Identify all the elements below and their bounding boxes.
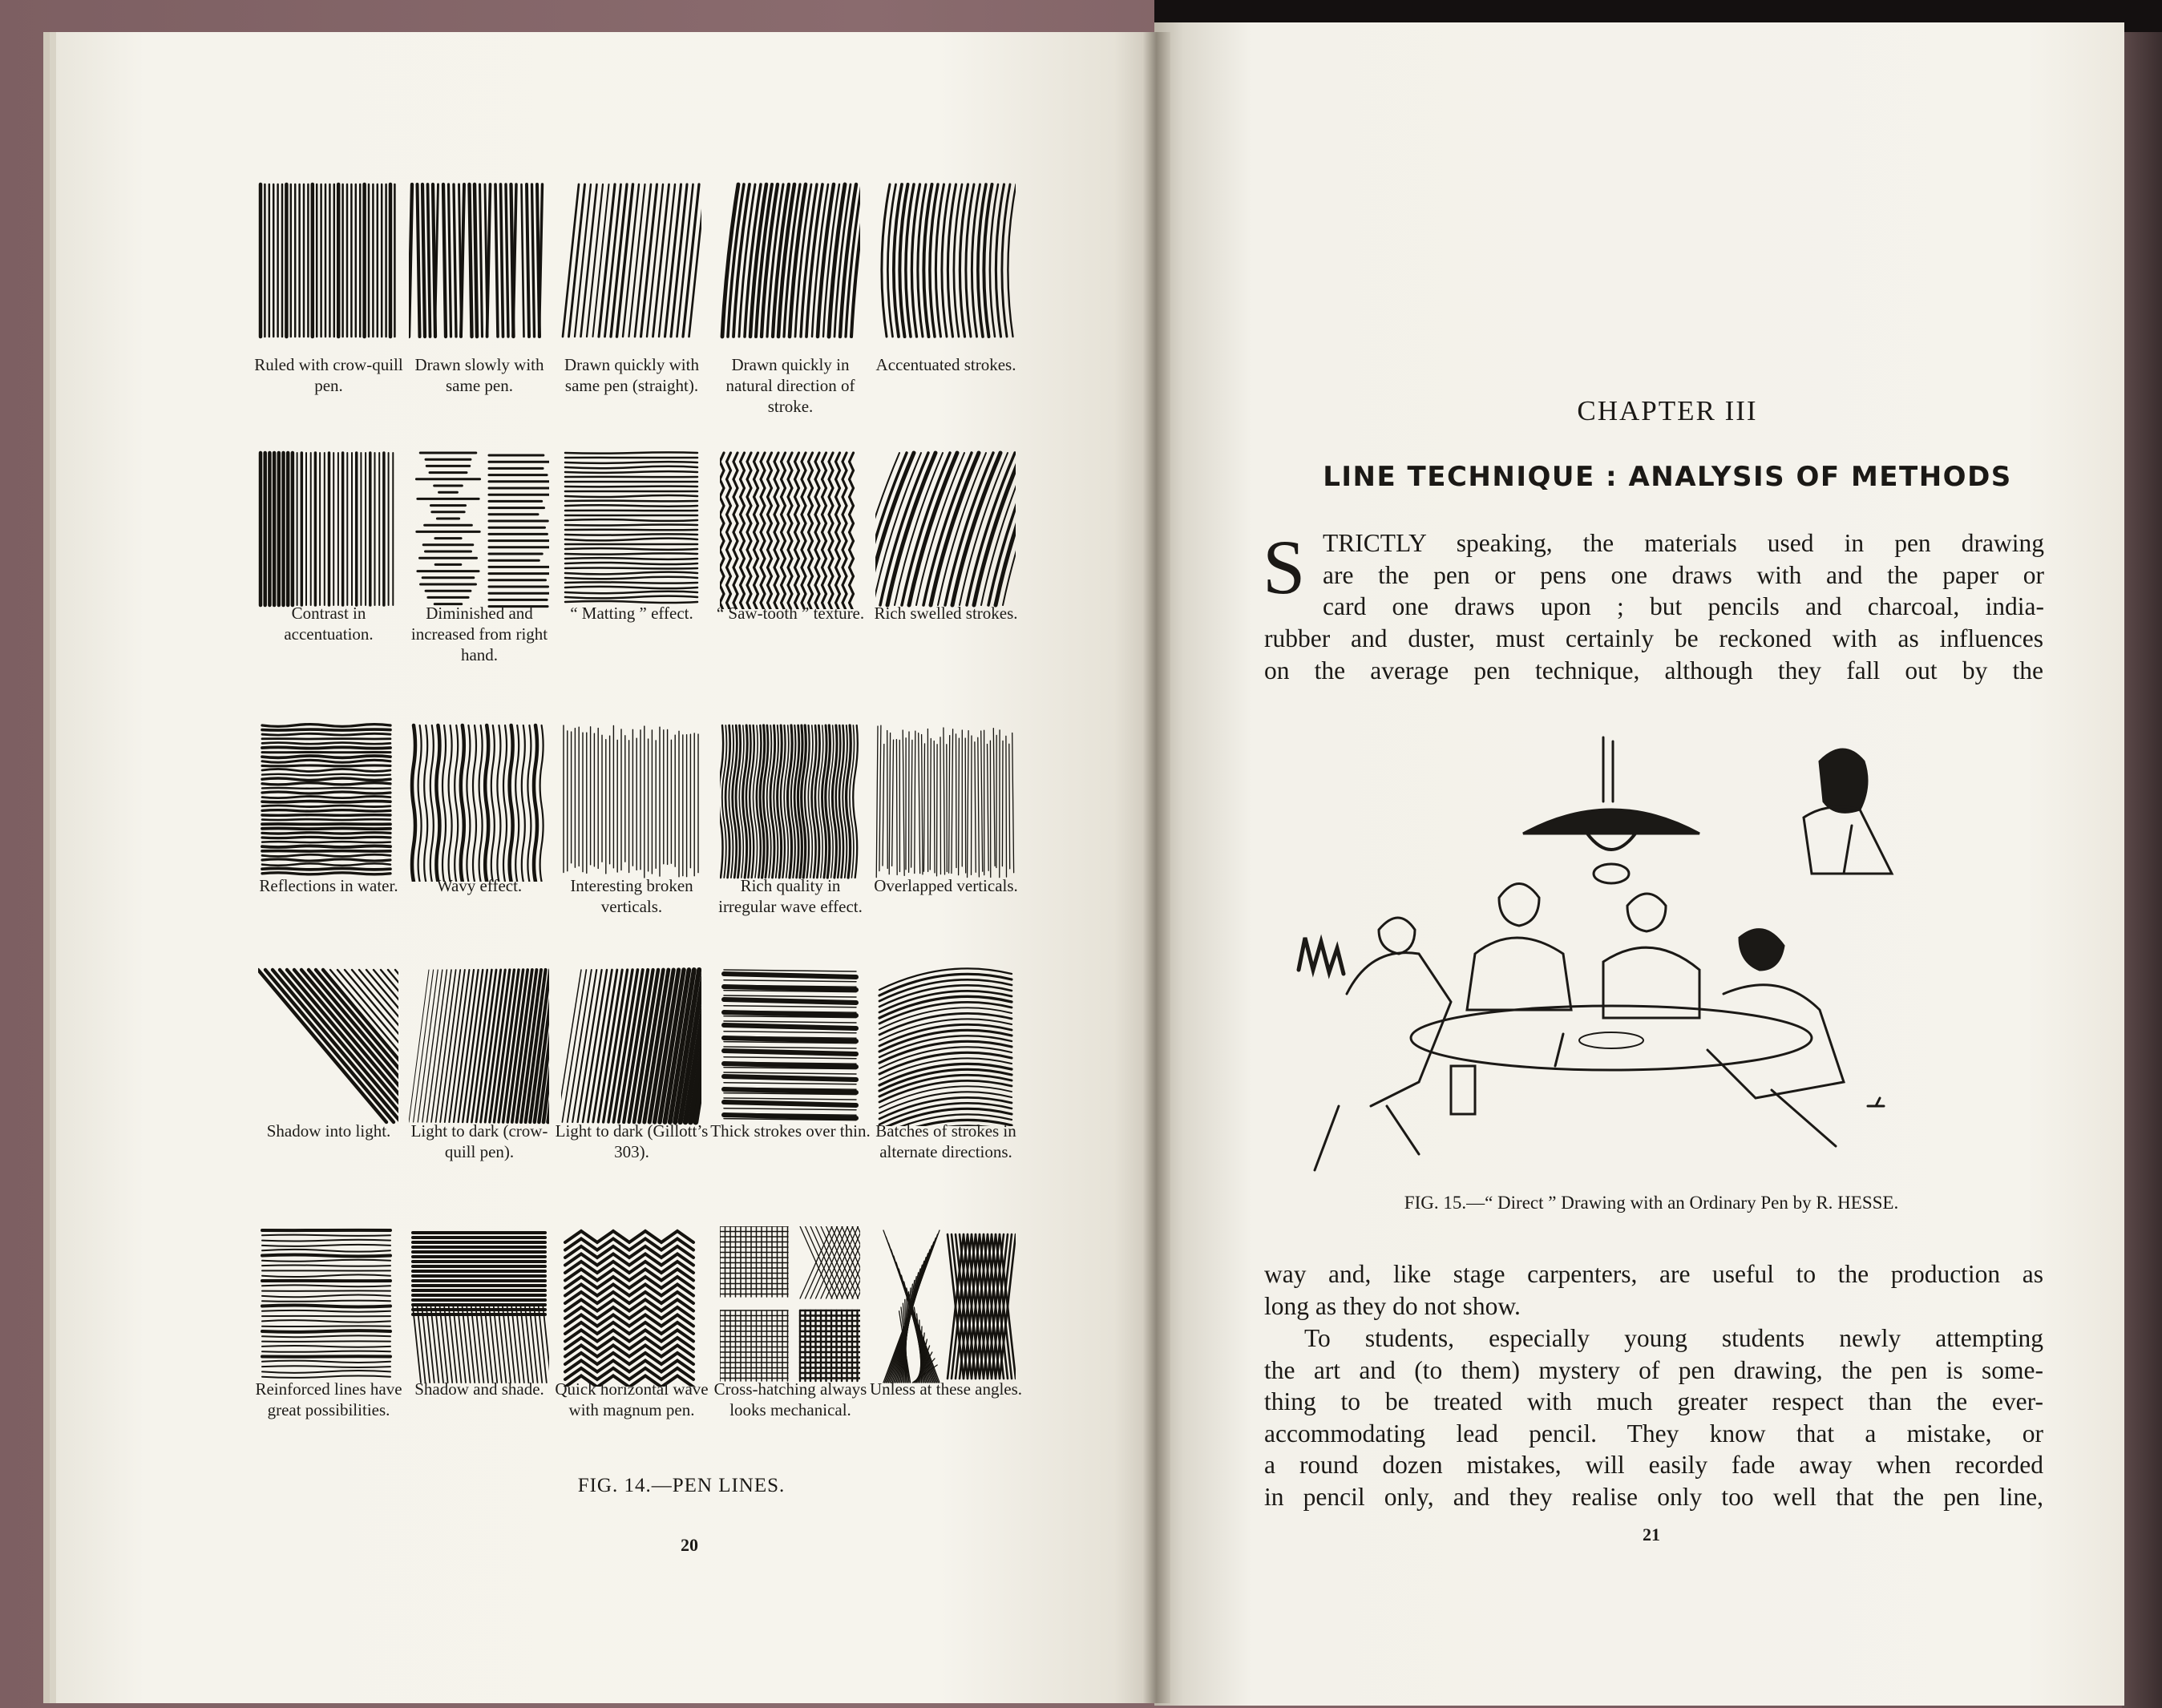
pen-line-swatch [561,966,701,1126]
text-line: way and, like stage carpenters, are useful to the production as [1264,1260,2043,1288]
pen-line-swatch [409,180,549,341]
swatch-caption: Drawn slowly with same pen. [414,355,544,395]
drop-cap: S [1263,524,1306,610]
swatch-caption: Reinforced lines have great possibilities. [255,1379,402,1419]
figure-15-caption: FIG. 15.—“ Direct ” Drawing with an Ordinary Pen by R. HESSE. [1404,1193,1899,1213]
pen-line-swatch [409,449,549,609]
text-line: accommodating lead pencil. They know that a mistake, or [1264,1419,2043,1448]
swatch-caption: Unless at these angles. [869,1379,1023,1399]
pen-line-swatch [409,1226,549,1387]
paragraph-3 [1264,1322,2043,1512]
pen-line-swatch [409,721,549,882]
swatch-caption: Diminished and increased from right hand. [410,604,548,664]
text-line: the art and (to them) mystery of pen drawing, the pen is some- [1264,1355,2043,1384]
pen-line-swatch [720,449,860,609]
chapter-title: LINE TECHNIQUE : ANALYSIS OF METHODS [1323,461,2012,493]
paragraph-1-cont [1264,623,2043,686]
pen-line-swatch [258,721,398,882]
text-line: card one draws upon ; but pencils and charcoal, india- [1323,592,2044,620]
pen-line-swatch [258,180,398,341]
hesse-drawing [1291,729,1964,1178]
paragraph-2 [1264,1258,2043,1322]
cover-edge [2122,0,2162,1708]
swatch-caption: Wavy effect. [436,876,523,895]
swatch-caption: Shadow and shade. [414,1379,544,1399]
swatch-caption: Light to dark (Gillott’s 303). [555,1121,709,1161]
figure-14-caption: FIG. 14.—PEN LINES. [577,1475,786,1496]
pen-line-swatch [875,721,1016,882]
pen-line-swatch [561,721,701,882]
swatch-caption: Reflections in water. [259,876,398,895]
pen-line-swatch [258,1226,398,1387]
swatch-caption: Interesting broken verticals. [570,876,693,916]
swatch-caption: Drawn quickly with same pen (straight). [564,355,699,395]
swatch-caption: Batches of strokes in alternate directions. [875,1121,1016,1161]
pen-line-swatch [875,449,1016,609]
text-line: are the pen or pens one draws with and the paper or [1323,560,2044,589]
text-line: TRICTLY speaking, the materials used in pen drawing [1323,529,2044,557]
swatch-caption: Rich quality in irregular wave effect. [718,876,863,916]
text-line: in pencil only, and they realise only too well that the pen line, [1264,1482,2043,1511]
swatch-caption: Thick strokes over thin. [710,1121,871,1141]
text-line: rubber and duster, must certainly be reckoned with as influences [1264,624,2043,652]
pen-line-swatch [561,449,701,609]
pen-line-swatch [875,180,1016,341]
swatch-caption: Drawn quickly in natural direction of stroke. [725,355,855,416]
swatch-caption: “ Matting ” effect. [570,604,693,623]
pen-line-swatch [875,1226,1016,1387]
paragraph-1 [1323,527,2044,623]
pen-line-swatch [720,1226,860,1387]
pen-line-swatch [720,180,860,341]
pen-line-swatch [258,449,398,609]
swatch-caption: Cross-hatching always looks mechanical. [713,1379,867,1419]
pen-line-swatch [875,966,1016,1126]
pen-line-swatch [409,966,549,1126]
text-line: long as they do not show. [1264,1291,1521,1320]
text-line: on the average pen technique, although they fall out by the [1264,656,2043,684]
swatch-caption: Overlapped verticals. [874,876,1018,895]
swatch-caption: Shadow into light. [266,1121,391,1141]
text-line: To students, especially young students newly attempting [1304,1324,2043,1352]
page-number-left: 20 [681,1535,698,1555]
pen-line-swatch [561,1226,701,1387]
swatch-caption: “ Saw-tooth ” texture. [716,604,865,623]
swatch-caption: Ruled with crow-quill pen. [254,355,403,395]
text-line: thing to be treated with much greater respect than the ever- [1264,1387,2043,1415]
swatch-caption: Contrast in accentuation. [284,604,374,644]
chapter-heading: CHAPTER III [1577,395,1758,426]
pen-line-swatch [720,721,860,882]
swatch-caption: Rich swelled strokes. [874,604,1018,623]
page-number-right: 21 [1643,1524,1660,1544]
pen-line-swatch [720,966,860,1126]
book-gutter [1142,32,1170,1703]
pen-line-swatch [258,966,398,1126]
swatch-caption: Light to dark (crow-quill pen). [410,1121,548,1161]
swatch-caption: Quick horizontal wave with magnum pen. [555,1379,709,1419]
text-line: a round dozen mistakes, will easily fade away when recorded [1264,1451,2043,1479]
swatch-caption: Accentuated strokes. [875,355,1016,374]
pen-line-swatch [561,180,701,341]
